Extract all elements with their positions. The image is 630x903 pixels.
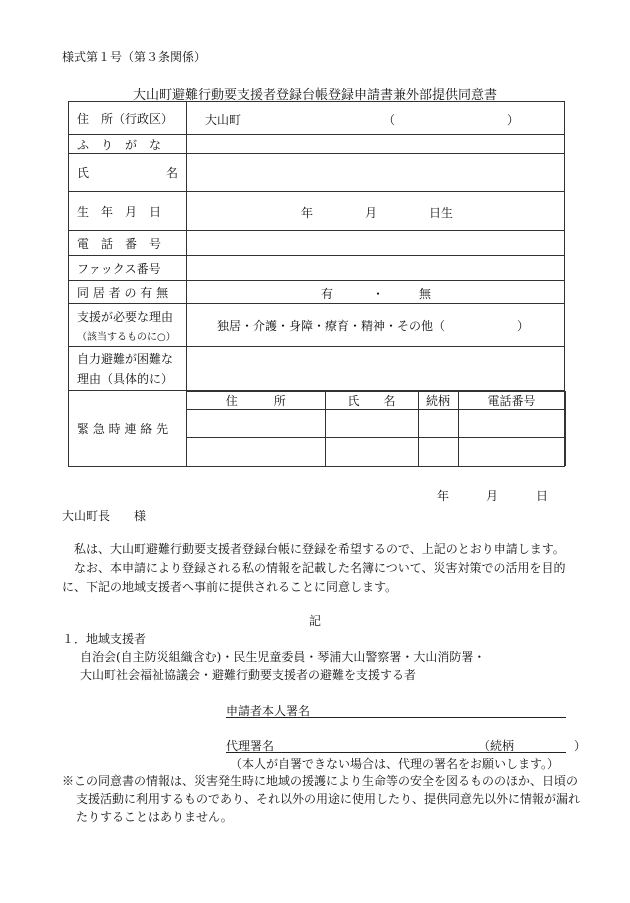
furigana-field[interactable]: [187, 135, 565, 154]
cohabitant-yes[interactable]: 有: [321, 287, 334, 301]
name-label: 氏 名: [69, 154, 187, 192]
emergency-contact-label: 緊 急 時 連 絡 先: [69, 391, 187, 467]
cohabitant-no[interactable]: 無: [419, 287, 432, 301]
contact-cell[interactable]: [187, 410, 325, 438]
address-label: 住 所（行政区）: [69, 102, 187, 135]
evacuation-difficulty-field[interactable]: [187, 347, 565, 391]
ki-heading: 記: [308, 614, 321, 628]
contact-cell[interactable]: [418, 438, 458, 466]
self-signature-line[interactable]: [226, 717, 566, 718]
proxy-signature-line[interactable]: [226, 752, 566, 753]
self-signature-label: 申請者本人署名: [226, 704, 311, 718]
birth-month-label: 月: [365, 206, 378, 220]
contact-cell[interactable]: [418, 410, 458, 438]
cohabitant-separator: ・: [372, 287, 385, 301]
supporter-heading: １．地域支援者: [62, 632, 147, 646]
support-reason-options[interactable]: 独居・介護・身障・療育・精神・その他（ ）: [187, 304, 565, 347]
proxy-signature-label: 代理署名: [226, 739, 275, 753]
cohabitant-label: 同 居 者 の 有 無: [69, 281, 187, 304]
col-name: 氏 名: [325, 392, 418, 410]
footnote-line-2: 支援活動に利用するものであり、それ以外の用途に使用したり、提供同意先以外に情報が漏れ: [76, 792, 581, 806]
furigana-label: ふ り が な: [69, 135, 187, 154]
date-day: 日: [536, 489, 549, 503]
proxy-relation: （続柄 ）: [478, 739, 587, 753]
birth-field[interactable]: [187, 192, 565, 231]
birth-year-label: 年: [301, 206, 314, 220]
col-phone: 電話番号: [458, 392, 565, 410]
birth-label: 生 年 月 日: [69, 192, 187, 231]
contact-cell[interactable]: [458, 410, 565, 438]
col-relation: 続柄: [418, 392, 458, 410]
address-value: 大山町: [205, 113, 242, 127]
contact-cell[interactable]: [325, 410, 418, 438]
fax-field[interactable]: [187, 256, 565, 281]
supporter-list-line-2: 大山町社会福祉協議会・避難行動要支援者の避難を支援する者: [80, 668, 417, 682]
proxy-note: （本人が自署できない場合は、代理の署名をお願いします。）: [230, 757, 560, 771]
date-year: 年: [437, 489, 450, 503]
cohabitant-field[interactable]: [187, 281, 565, 304]
emergency-contact-grid: [187, 391, 566, 466]
phone-label: 電 話 番 号: [69, 231, 187, 256]
form-number: 様式第１号（第３条関係）: [62, 50, 207, 64]
col-address: 住 所: [187, 392, 325, 410]
application-table: [68, 101, 565, 467]
phone-field[interactable]: [187, 231, 565, 256]
fax-label: ファックス番号: [69, 256, 187, 281]
name-field[interactable]: [187, 154, 565, 192]
footnote-line-1: ※この同意書の情報は、災害発生時に地域の援護により生命等の安全を図るもののほか、日頃の: [62, 774, 579, 788]
addressee: 大山町長 様: [62, 509, 147, 523]
supporter-list-line-1: 自治会(自主防災組織含む)・民生児童委員・琴浦大山警察署・大山消防署・: [80, 650, 486, 664]
footnote-line-3: たりすることはありません。: [76, 810, 233, 824]
body-paragraph-2: なお、本申請により登録される私の情報を記載した名簿について、災害対策での活用を目的に、下記の地域支援者へ事前に提供されることに同意します。: [62, 561, 566, 594]
birth-day-label: 日生: [429, 206, 454, 220]
support-reason-label: 支援が必要な理由 （該当するものに○）: [69, 304, 187, 347]
evacuation-difficulty-label: 自力避難が困難な 理由（具体的に）: [69, 347, 187, 391]
contact-cell[interactable]: [325, 438, 418, 466]
date-month: 月: [486, 489, 499, 503]
page-title: 大山町避難行動要支援者登録台帳登録申請書兼外部提供同意書: [132, 88, 497, 103]
address-paren-close: ）: [507, 113, 520, 127]
contact-cell[interactable]: [458, 438, 565, 466]
support-reason-note: （該当するものに○）: [77, 331, 176, 343]
contact-cell[interactable]: [187, 438, 325, 466]
address-field[interactable]: [187, 102, 565, 135]
address-paren-open: （: [383, 113, 396, 127]
body-paragraph-1: 私は、大山町避難行動要支援者登録台帳に登録を希望するので、上記のとおり申請します。: [62, 542, 565, 556]
